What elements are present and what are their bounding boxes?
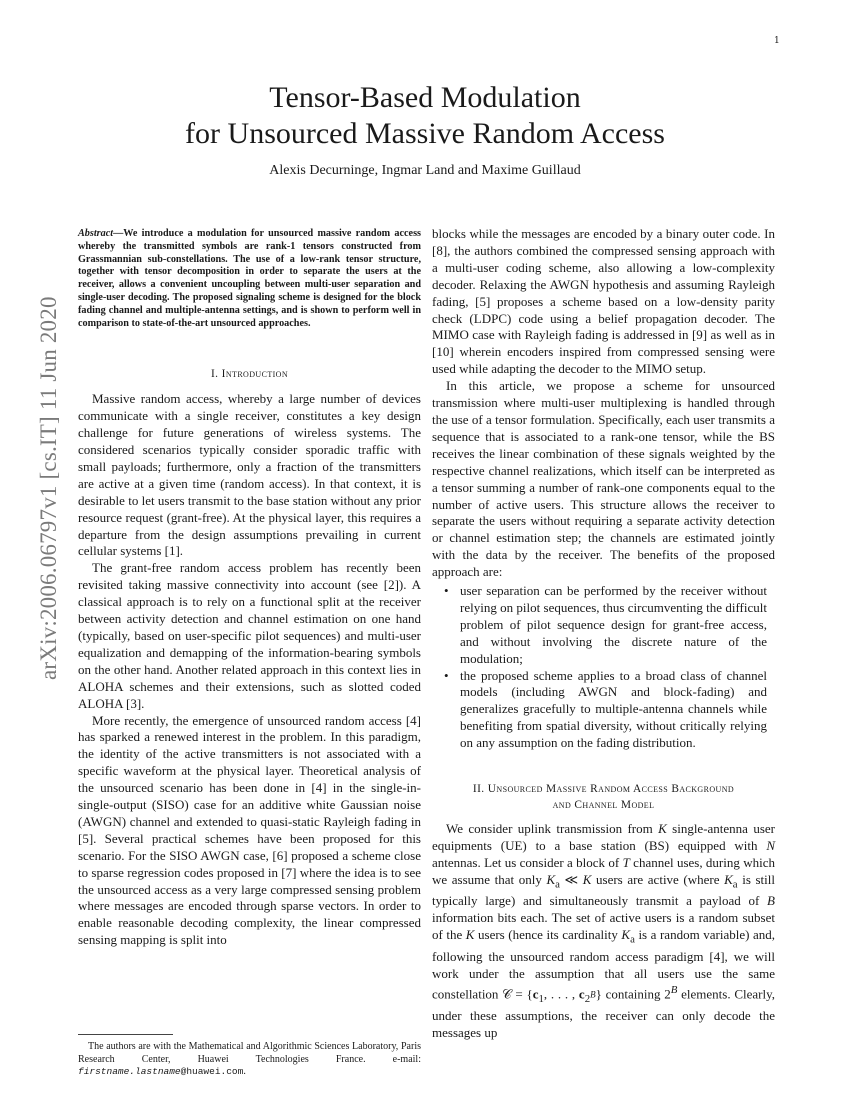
abstract-text: —We introduce a modulation for unsourced massive random access whereby the transmitted symbols are rank-1 tensors constructed from Grassmannian sub-constellations. The use of a low-rank tensor structure, together with tensor decomposition in order to separate the users at the receiver, allows a convenient uncoupling between multi-user separation and single-user decoding. The proposed signaling scheme is designed for the block fading channel and multiple-antenna settings, and is shown to perform well in comparison to state-of-the-art unsourced approaches. [78,228,421,329]
section-heading-introduction: I. Introduction [210,368,289,381]
right-column [432,226,775,1042]
footnote [78,1041,421,1079]
benefits-list [432,583,775,752]
paragraph: The grant-free random access problem has recently been revisited taking massive connectivity into account (see [2]). A classical approach is to rely on a functional split at the receiver between activity detection and channel estimation on one hand (typically, based on user-specific pilot sequences) and multi-user equalization and demapping of the information-bearing symbols on the other hand. Another related approach in this context lies in ALOHA schemes and their extensions, such as slotted coded ALOHA [3]. [78,560,421,711]
paragraph-system-model: We consider uplink transmission from K single-antenna user equipments (UE) to a base station (BS) equipped with N antennas. Let us consider a block of T channel uses, during which we assume that only $K_a$ ≪ K users are active (where $K_a$ is still typically large) and simultaneously transmit a payload of B information bits each. The set of active users is a random subset of the K users (hence its cardinality $K_a$ is a random variable) and, following the unsourced random access paradigm [4], we will work under the assumption that all users use the same constellation 𝒞 = {$c_1$, . . . , $c_{2^B}$} containing $2^B$ elements. Clearly, under these assumptions, the receiver can only decode the messages up [432,821,776,1041]
section-heading-line-1: II. Unsourced Massive Random Access Background [472,783,735,796]
paragraph: blocks while the messages are encoded by a binary outer code. In [8], the authors combined the compressed sensing approach with a multi-user coding scheme, also allowing a low-complexity decoder. Relaxing the AWGN hypothesis and assuming Rayleigh fading, [5] proposes a scheme based on a low-density parity check (LDPC) code using a belief propagation decoder. The MIMO case with Rayleigh fading is addressed in [9] as well as in [10] wherein encoders inspired from compressed sensing were used while adapting the decoder to the MIMO setup. [432,226,775,377]
paper-title [80,80,770,152]
footnote-end: . [243,1066,246,1078]
footnote-divider [78,1034,173,1035]
paragraph: More recently, the emergence of unsourced random access [4] has sparked a renewed interest in the problem. In this paradigm, the identity of the active transmitters is not associated with a specific waveform at the physical layer. Theoretical analysis of the unsourced scenario has been done in [4] in the single-in-single-output (SISO) case for an additive white Gaussian noise (AWGN) channel and extended to quasi-static Rayleigh fading in [5]. Several practical schemes have been proposed for this scenario. For the SISO AWGN case, [6] proposed a scheme close to sparse regression codes proposed in [7] where the idea is to see the unsourced access as a very large compressed sensing problem where messages are encoded through sparse vectors. In order to enable reasonable decoding complexity, the linear compressed sensing mapping is split into [78,712,421,948]
section-heading-background [432,782,775,813]
list-item: • user separation can be performed by the receiver without relying on pilot sequences, thus circumventing the difficult problem of pilot sequence design for grant-free access, and without involving the discrete nature of the modulation; [432,583,775,668]
arxiv-stamp: arXiv:2006.06797v1 [cs.IT] 11 Jun 2020 [36,296,61,680]
list-item: • the proposed scheme applies to a broad class of channel models (including AWGN and block-fading) and generalizes gracefully to multiple-antenna channels while benefiting from spatial diversity, without critically relying on any assumption on the fading distribution. [432,668,775,753]
left-column [78,228,421,949]
abstract-label: Abstract [78,228,114,239]
paragraph: In this article, we propose a scheme for unsourced transmission where multi-user multiplexing is handled through the use of a tensor formulation. Specifically, each user transmits a sequence that is associated to a rank-one tensor, while the BS receives the linear combination of these signals weighted by the respective channel realizations, which itself can be interpreted as a tensor summing a number of rank-one components equal to the number of active users. This structure allows the receiver to separate the users without requiring a separate activity detection or channel estimation step; the channels are estimated jointly with the data by the receiver. The benefits of the proposed approach are: [432,378,775,580]
footnote-email-domain: @huawei.com [180,1066,244,1078]
footnote-email-name: firstname.lastname [78,1066,181,1078]
title-line-2: for Unsourced Massive Random Access [185,117,665,150]
author-list: Alexis Decurninge, Ingmar Land and Maxime Guillaud [269,163,581,178]
title-line-1: Tensor-Based Modulation [269,81,581,114]
paragraph: Massive random access, whereby a large number of devices communicate with a single receiver, constitutes a key design challenge for future generations of wireless systems. The considered scenarios typically consider sporadic traffic with small payloads; furthermore, only a fraction of the transmitters are active at a given time (random access). In that context, it is desirable to let users transmit to the base station without any prior resource request (grant-free). At the physical layer, this requires a departure from the design assumptions prevailing in current cellular systems [1]. [78,391,421,559]
page-number: 1 [774,36,780,46]
section-heading-line-2: and Channel Model [552,798,655,811]
footnote-text: The authors are with the Mathematical and Algorithmic Sciences Laboratory, Paris Research Center, Huawei Technologies France. e-mail: [78,1041,421,1065]
abstract [78,228,421,330]
